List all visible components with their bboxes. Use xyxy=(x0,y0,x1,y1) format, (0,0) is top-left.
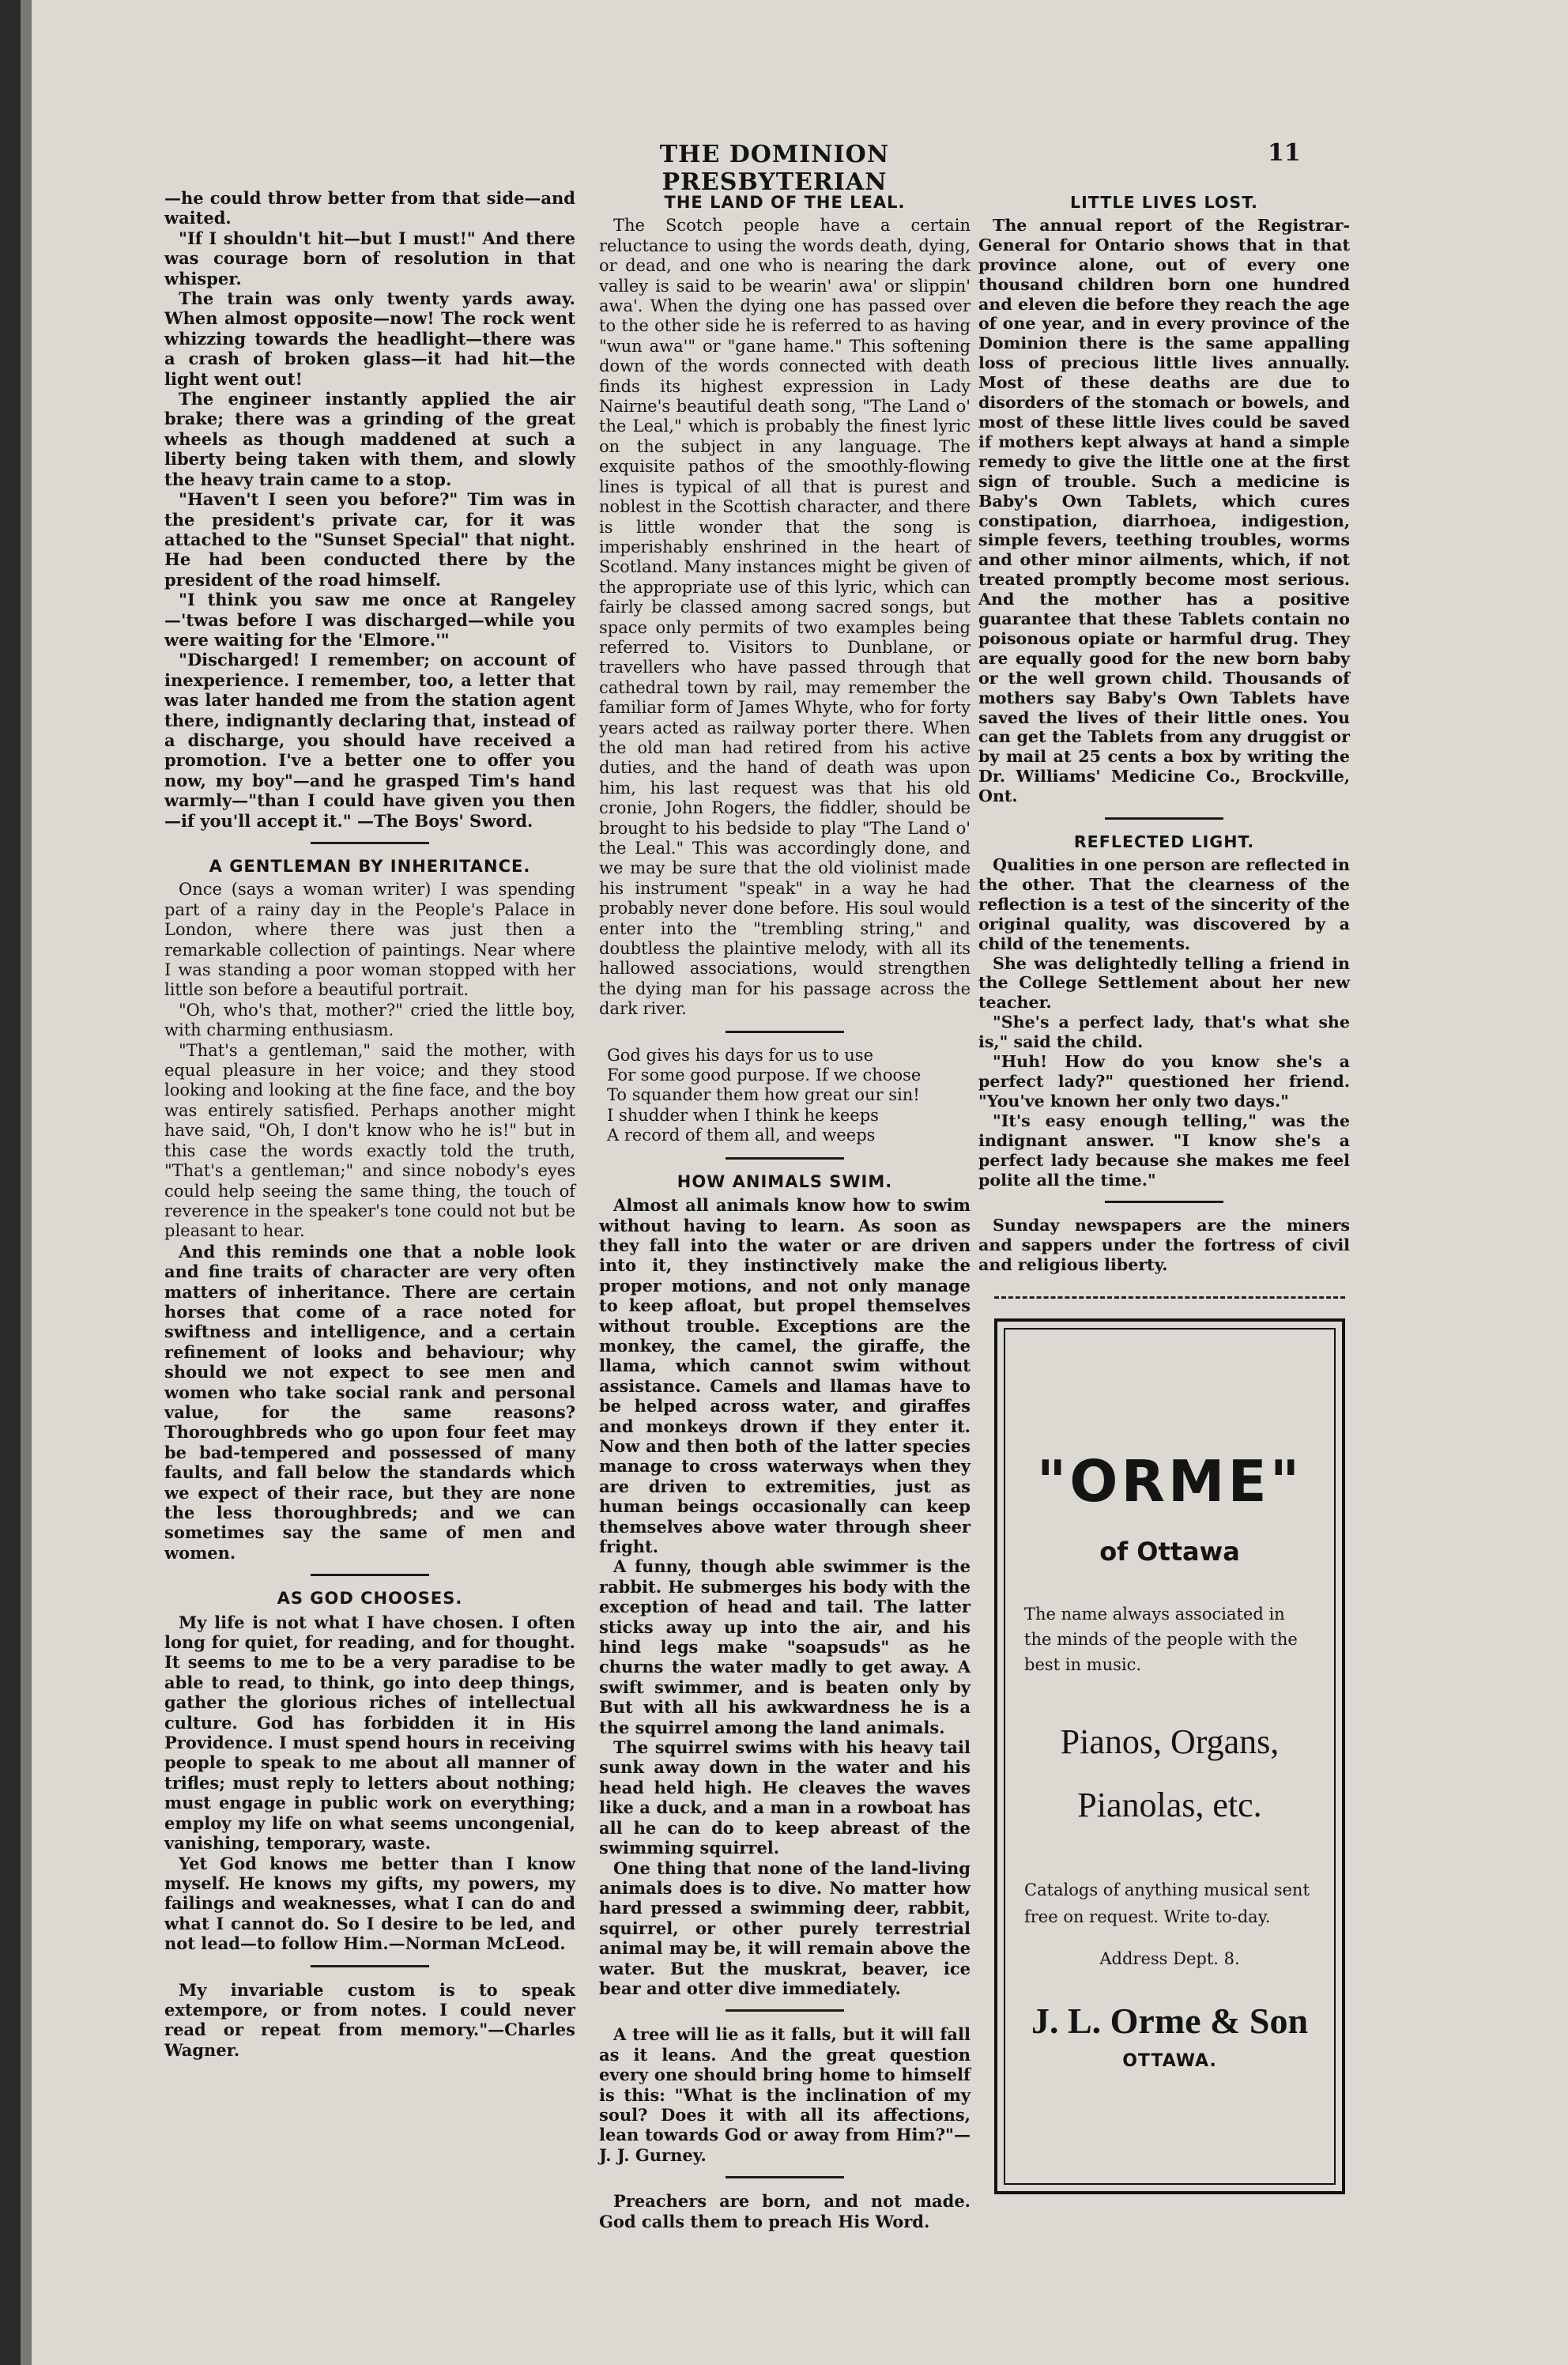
ad-address: Address Dept. 8. xyxy=(1099,1949,1240,1968)
article-heading: A GENTLEMAN BY INHERITANCE. xyxy=(209,857,531,876)
article-paragraph: A funny, though able swimmer is the rabbit. He submerges his body with the exception of head and tail. The latter sticks away up into the air, and his hind legs make "soapsuds" as he churns the water madly to get away. A swift swimmer, and is beaten only by But with all his awkwardness he is a the squirrel among the land animals. xyxy=(599,1556,971,1737)
ad-firm-city: OTTAWA. xyxy=(1122,2051,1217,2071)
article-paragraph: She was delightedly telling a friend in the College Settlement about her new teacher. xyxy=(978,953,1350,1013)
column-middle xyxy=(599,188,971,2231)
ad-tagline: The name always associated in the minds of the people with the best in music. xyxy=(1024,1605,1298,1674)
article-paragraph: Almost all animals know how to swim without having to learn. As soon as they fall into the water or are driven into it, they instinctively make the proper motions, and not only manage to keep afloat, but propel themselves without trouble. Exceptions are the monkey, the camel, the giraffe, the llama, which cannot swim without assistance. Camels and llamas have to be helped across water, and giraffes and monkeys drown if they enter it. Now and then both of the latter species manage to cross waterways when they are driven to extremities, just as human beings occasionally can keep themselves above water through sheer fright. xyxy=(599,1195,971,1556)
article-paragraph: "Huh! How do you know she's a perfect lady?" questioned her friend. "You've known her only two days." xyxy=(978,1052,1350,1111)
story-paragraph: "Haven't I seen you before?" Tim was in the president's private car, for it was attached to the "Sunset Special" that night. He had been conducted there by the president of the road himself. xyxy=(164,489,575,590)
section-divider xyxy=(311,842,429,844)
ad-firm-name: J. L. Orme & Son xyxy=(1031,2001,1309,2041)
poem-line: I shudder when I think he keeps xyxy=(607,1105,879,1125)
ad-products-line: Pianolas, etc. xyxy=(1077,1786,1262,1824)
article-paragraph: The Scotch people have a certain reluctance to using the words death, dying, or dead, and one who is nearing the dark valley is said to be wearin' awa' or slippin' awa'. When the dying one has passed over to the other side he is referred to as having "wun awa'" or "gane hame." This softening down of the words connected with death finds its highest expression in Lady Nairne's beautiful death song, "The Land o' the Leal," which is probably the finest lyric on the subject in any language. The exquisite pathos of the smoothly-flowing lines is typical of all that is purest and noblest in the Scottish character, and there is little wonder that the song is imperishably enshrined in the heart of Scotland. Many instances might be given of the appropriate use of this lyric, which can fairly be classed among sacred songs, but space only permits of two examples being referred to. Visitors to Dunblane, or travellers who have passed through that cathedral town by rail, may remember the familiar form of James Whyte, who for forty years acted as railway porter there. When the old man had retired from his active duties, and the hand of death was upon him, his last request was that his old cronie, John Rogers, the fiddler, should be brought to his bedside to play "The Land o' the Leal." This was accordingly done, and we may be sure that the old violinist made his instrument "speak" in a way he had probably never done before. His soul would enter into the "trembling string," and doubtless the plaintive melody, with all its hallowed associations, would strengthen the dying man for his passage across the dark river. xyxy=(599,216,971,1019)
story-paragraph: The engineer instantly applied the air brake; there was a grinding of the great wheels as though maddened at such a liberty being taken with them, and slowly the heavy train came to a stop. xyxy=(164,389,575,489)
masthead-title: THE DOMINION PRESBYTERIAN xyxy=(659,141,890,196)
poem-line: To squander them how great our sin! xyxy=(607,1085,920,1105)
quote-paragraph: Preachers are born, and not made. God calls them to preach His Word. xyxy=(599,2191,971,2231)
section-divider xyxy=(311,1574,429,1576)
column-left xyxy=(164,188,575,2060)
article-heading: THE LAND OF THE LEAL. xyxy=(664,193,906,212)
article-paragraph: My life is not what I have chosen. I often long for quiet, for reading, and for thought. It seems to me to be a very paradise to be able to read, to think, go into deep things, gather the glorious riches of intellectual culture. God has forbidden it in His Providence. I must spend hours in receiving people to speak to me about all manner of trifles; must reply to letters about nothing; must engage in public work on everything; employ my life on what seems uncongenial, vanishing, temporary, waste. xyxy=(164,1612,575,1854)
ad-brand: "ORME" xyxy=(1036,1448,1303,1514)
ad-inner-border xyxy=(1004,1328,1336,2185)
section-divider xyxy=(1105,1201,1223,1203)
article-paragraph: "That's a gentleman," said the mother, with equal pleasure in her voice; and they stood looking and looking at the fine face, and the boy was entirely satisfied. Perhaps another might have said, "Oh, I don't know who he is!" but in this case the words exactly told the truth, "That's a gentleman;" and since nobody's eyes could help seeing the same thing, the touch of reverence in the speaker's tone could not but be pleasant to hear. xyxy=(164,1040,575,1241)
ad-products xyxy=(1005,1711,1334,1837)
ad-catalog-offer: Catalogs of anything musical sent free on request. Write to-day. xyxy=(1024,1880,1310,1926)
quote-paragraph: A tree will lie as it falls, but it will fall as it leans. And the great question every one should bring home to himself is this: "What is the inclination of my soul? Does it with all its affections, lean towards God or away from Him?"—J. J. Gurney. xyxy=(599,2024,971,2165)
quote-paragraph: Sunday newspapers are the miners and sappers under the fortress of civil and religious liberty. xyxy=(978,1216,1350,1275)
section-divider xyxy=(1105,817,1223,820)
poem-line: A record of them all, and weeps xyxy=(607,1126,876,1145)
page-number: 11 xyxy=(1268,139,1301,167)
ad-products-line: Pianos, Organs, xyxy=(1060,1722,1280,1761)
article-heading: REFLECTED LIGHT. xyxy=(1073,832,1255,852)
article-paragraph: Once (says a woman writer) I was spending part of a rainy day in the People's Palace in London, where there was just then a remarkable collection of paintings. Near where I was standing a poor woman stopped with her little son before a beautiful portrait. xyxy=(164,880,575,1000)
story-paragraph: "Discharged! I remember; on account of inexperience. I remember, too, a letter that was later handed me from the station agent there, indignantly declaring that, instead of a discharge, you should have received a promotion. I've a better one to offer you now, my boy"—and he grasped Tim's hand warmly—"than I could have given you then—if you'll accept it." —The Boys' Sword. xyxy=(164,650,575,831)
binding-edge xyxy=(0,0,21,2365)
section-divider xyxy=(726,2009,844,2012)
poem-line: God gives his days for us to use xyxy=(607,1045,874,1065)
article-paragraph: The squirrel swims with his heavy tail sunk away down in the water and his head held high. He cleaves the waves like a duck, and a man in a rowboat has all he can do to keep abreast of the swimming squirrel. xyxy=(599,1737,971,1858)
binding-shadow xyxy=(21,0,32,2365)
article-paragraph: Qualities in one person are reflected in the other. That the clearness of the reflection is a test of the sincerity of the original quality, was discovered by a child of the tenements. xyxy=(978,855,1350,953)
ad-city: of Ottawa xyxy=(1099,1537,1240,1567)
story-paragraph: —he could throw better from that side—and waited. xyxy=(164,188,575,228)
orme-advertisement xyxy=(994,1318,1345,2194)
section-divider xyxy=(726,1157,844,1160)
story-paragraph: The train was only twenty yards away. When almost opposite—now! The rock went whizzing towards the headlight—there was a crash of broken glass—it had hit—the light went out! xyxy=(164,289,575,389)
section-divider xyxy=(726,2176,844,2178)
article-paragraph: And this reminds one that a noble look and fine traits of character are very often matters of inheritance. There are certain horses that come of a race noted for swiftness and intelligence, and a certain refinement of looks and behaviour; why should we not expect to see men and women who take social rank and personal value, for the same reasons? Thoroughbreds who go upon four feet may be bad-tempered and possessed of many faults, and fall below the standards which we expect of their race, but they are none the less thoroughbreds; and we can sometimes say the same of men and women. xyxy=(164,1241,575,1563)
article-paragraph: "She's a perfect lady, that's what she is," said the child. xyxy=(978,1013,1350,1052)
section-divider xyxy=(726,1031,844,1033)
article-heading: HOW ANIMALS SWIM. xyxy=(677,1171,893,1191)
column-right xyxy=(978,188,1350,1275)
poem-line: For some good purpose. If we choose xyxy=(607,1066,922,1085)
quote-paragraph: My invariable custom is to speak extempore, or from notes. I could never read or repeat from memory."—Charles Wagner. xyxy=(164,1979,575,2060)
poem xyxy=(599,1046,971,1146)
section-divider xyxy=(311,1965,429,1967)
article-heading: AS GOD CHOOSES. xyxy=(277,1589,463,1609)
article-paragraph: One thing that none of the land-living animals does is to dive. No matter how hard pressed a swimming deer, rabbit, squirrel, or other purely terrestrial animal may be, it will remain above the water. But the muskrat, beaver, ice bear and otter dive immediately. xyxy=(599,1858,971,1998)
article-paragraph: "It's easy enough telling," was the indignant answer. "I know she's a perfect lady because she makes me feel polite all the time." xyxy=(978,1111,1350,1190)
story-paragraph: "I think you saw me once at Rangeley—'twas before I was discharged—while you were waiting for the 'Elmore.'" xyxy=(164,590,575,650)
article-heading: LITTLE LIVES LOST. xyxy=(1070,193,1258,212)
story-paragraph: "If I shouldn't hit—but I must!" And there was courage born of resolution in that whisper. xyxy=(164,228,575,289)
article-paragraph: Yet God knows me better than I know myself. He knows my gifts, my powers, my failings and weaknesses, what I can do and what I cannot do. So I desire to be led, and not lead—to follow Him.—Norman McLeod. xyxy=(164,1853,575,1954)
article-paragraph: The annual report of the Registrar-General for Ontario shows that in that province alone, out of every one thousand children born one hundred and eleven die before they reach the age of one year, and in every province of the Dominion there is the same appalling loss of precious little lives annually. Most of these deaths are due to disorders of the stomach or bowels, and most of these little lives could be saved if mothers kept always at hand a simple remedy to give the little one at the first sign of trouble. Such a medicine is Baby's Own Tablets, which cures constipation, diarrhoea, indigestion, simple fevers, teething troubles, worms and other minor ailments, which, if not treated promptly become most serious. And the mother has a positive guarantee that these Tablets contain no poisonous opiate or harmful drug. They are equally good for the new born baby or the well grown child. Thousands of mothers say Baby's Own Tablets have saved the lives of their little ones. You can get the Tablets from any druggist or by mail at 25 cents a box by writing the Dr. Williams' Medicine Co., Brockville, Ont. xyxy=(978,215,1350,806)
ad-top-rule xyxy=(994,1296,1345,1301)
article-paragraph: "Oh, who's that, mother?" cried the little boy, with charming enthusiasm. xyxy=(164,1000,575,1040)
